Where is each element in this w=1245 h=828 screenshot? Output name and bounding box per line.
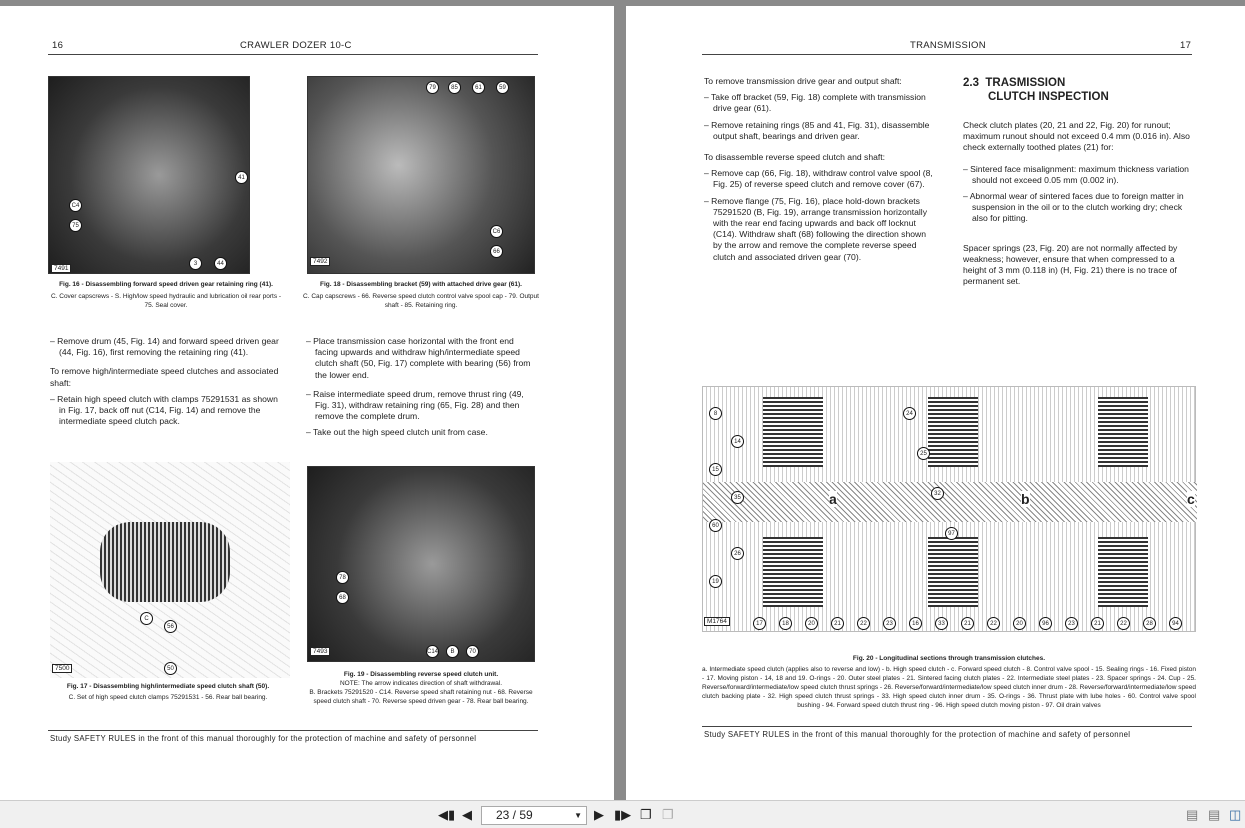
fig20-callout: 22: [987, 617, 1000, 630]
fig20-callout: 25: [917, 447, 930, 460]
fig20-callout: 60: [709, 519, 722, 532]
fit-width-icon[interactable]: ❐: [662, 807, 674, 822]
next-page-button[interactable]: ▶: [594, 807, 604, 822]
fig20-legend: a. Intermediate speed clutch (applies also to reverse and low) - b. High speed clutch - c. Forward speed clutch - 8. Control valve spool - 15. Sealing rings - 16. Fixed piston - 17. Moving piston - 14, 18 and 19. O-rings - 20. Outer steel plates - 21. Sintered facing clutch plates - 22. Intermediate steel plates - 23. Spacer springs - 24. Cup - 25. Reverse/forward/intermediate/low speed clutch thrust springs - 26. Reverse/forward/intermediate/low speed clutch inner drum - 28. Reverse/forward/intermediate/low speed clutch backing plate - 32. High speed clutch thrust springs - 33. High speed clutch inner drum - 35. O-rings - 36. Thrust plate with lube holes - 60. Control valve spool bushing - 94. Forward speed clutch thrust ring - 96. High speed clutch moving piston - 97. Oil drain valves: [702, 666, 1196, 709]
left-column-text: – Remove drum (45, Fig. 14) and forward speed driven gear (44, Fig. 16), first removing the retaining ring (41). To remove high/intermediate speed clutches and associated shaft: – Retain high speed clutch with clamps 75291531 as shown in Fig. 17, back off nut (C14, Fig. 14) and remove the intermediate speed clutch pack.: [50, 336, 279, 427]
fig20-callout: 21: [961, 617, 974, 630]
fig20-callout: 14: [731, 435, 744, 448]
fig18-legend: C. Cap capscrews - 66. Reverse speed clutch control valve spool cap - 79. Output shaft - 85. Retaining ring.: [303, 293, 539, 309]
fig20-callout: 18: [779, 617, 792, 630]
left-column-text: To remove transmission drive gear and output shaft: – Take off bracket (59, Fig. 18) complete with transmission drive gear (61). – Remove retaining rings (85 and 41, Fig. 31), disassemble output shaft, bearings and driven gear. To disassemble reverse speed clutch and shaft: – Remove cap (66, Fig. 18), withdraw control valve spool (8, Fig. 25) of reverse speed clutch and remove cover (67). – Remove flange (75, Fig. 16), place hold-down brackets 75291520 (B, Fig. 19), arrange transmission horizontally with the rear end facing upwards and back off locknut (C14). Withdraw shaft (68) following the direction shown by the arrow and remove the complete reverse speed clutch and associated driven gear (70).: [704, 76, 933, 262]
fig16-title: Fig. 16 - Disassembling forward speed driven gear retaining ring (41).: [59, 281, 273, 288]
fig18-title: Fig. 18 - Disassembling bracket (59) with attached drive gear (61).: [320, 281, 522, 288]
safety-footer: Study SAFETY RULES in the front of this manual thoroughly for the protection of machine and safety of personnel: [50, 734, 477, 743]
fig19-legend: B. Brackets 75291520 - C14. Reverse speed shaft retaining nut - 68. Reverse speed clutch shaft - 70. Reverse speed driven gear - 78. Rear ball bearing.: [309, 689, 533, 705]
fit-page-icon[interactable]: ❐: [640, 807, 652, 822]
fig20-diagram: a b c M1764 17 18 20 21 22 23 16 33 21 22 20 96 23 21 22 28 94 8 14 15 35 60 26 19 24 25 32 97: [702, 386, 1196, 632]
last-page-button[interactable]: ▮▶: [614, 807, 632, 822]
pdf-toolbar: [0, 800, 1245, 828]
previous-page-button[interactable]: ◀: [462, 807, 472, 822]
fig20-callout: 19: [709, 575, 722, 588]
fig16-legend: C. Cover capscrews - S. High/low speed hydraulic and lubrication oil rear ports - 75. Seal cover.: [50, 293, 282, 309]
two-page-view-icon[interactable]: ◫: [1229, 807, 1242, 822]
fig20-callout: 21: [1091, 617, 1104, 630]
fig20-callout: 22: [1117, 617, 1130, 630]
fig20-callout: 35: [731, 491, 744, 504]
fig20-callout: 32: [931, 487, 944, 500]
fig20-callout: 23: [883, 617, 896, 630]
fig16-photo: C4 75 41 3 44 7491: [48, 76, 250, 274]
fig20-callout: 22: [857, 617, 870, 630]
single-page-view-icon[interactable]: ▤: [1186, 807, 1199, 822]
left-page: [0, 6, 614, 800]
fig20-callout: 28: [1143, 617, 1156, 630]
first-page-button[interactable]: ◀▮: [438, 807, 456, 822]
fig19-note: NOTE: The arrow indicates direction of shaft withdrawal.: [339, 680, 503, 687]
fig20-callout: 97: [945, 527, 958, 540]
right-column: 2.3 TRASMISSION CLUTCH INSPECTION Check clutch plates (20, 21 and 22, Fig. 20) for runout; maximum runout should not exceed 0.4 mm (0.016 in). Also check externally toothed plates (21) for: – Sintered face misalignment: maximum thickness variation should not exceed 0.05 mm (0.002 in). – Abnormal wear of sintered faces due to foreign matter in suspension in the oil or to the clutch working dry; check also for pitting. Spacer springs (23, Fig. 20) are not normally affected by weakness; however, ensure that when compressed to a height of 3 mm (0.118 in) (H, Fig. 21) there is no trace of permanent set.: [963, 76, 1195, 292]
page-title: TRANSMISSION: [910, 40, 986, 51]
fig19-title: Fig. 19 - Disassembling reverse speed clutch unit.: [343, 671, 499, 678]
fig17-title: Fig. 17 - Disassembling high/intermediate speed clutch shaft (50).: [66, 683, 270, 690]
continuous-view-icon[interactable]: ▤: [1208, 807, 1221, 822]
fig20-callout: 94: [1169, 617, 1182, 630]
page-selector[interactable]: 23 / 59 ▼: [481, 806, 587, 825]
safety-footer: Study SAFETY RULES in the front of this manual thoroughly for the protection of machine and safety of personnel: [704, 730, 1131, 739]
fig17-legend: C. Set of high speed clutch clamps 75291531 - 56. Rear ball bearing.: [68, 694, 268, 701]
fig20-callout: 21: [831, 617, 844, 630]
fig20-callout: 24: [903, 407, 916, 420]
fig18-photo: 79 85 61 59 C6 66 7492: [307, 76, 535, 274]
right-page: [626, 6, 1245, 800]
fig20-callout: 26: [731, 547, 744, 560]
fig17-drawing: C 56 50 7500: [50, 462, 290, 678]
fig20-callout: 96: [1039, 617, 1052, 630]
fig20-callout: 23: [1065, 617, 1078, 630]
page-number: 16: [52, 40, 64, 51]
page-number: 17: [1180, 40, 1192, 51]
fig19-photo: 78 68 C14 B 70 7493: [307, 466, 535, 662]
fig20-callout: 20: [805, 617, 818, 630]
fig20-callout: 15: [709, 463, 722, 476]
fig20-title: Fig. 20 - Longitudinal sections through transmission clutches.: [852, 655, 1046, 662]
chevron-down-icon: ▼: [574, 811, 582, 820]
fig20-callout: 33: [935, 617, 948, 630]
fig20-callout: 17: [753, 617, 766, 630]
fig20-callout: 20: [1013, 617, 1026, 630]
fig20-callout: 16: [909, 617, 922, 630]
fig20-callout: 8: [709, 407, 722, 420]
section-heading: 2.3 TRASMISSION CLUTCH INSPECTION: [963, 77, 1109, 103]
page-title: CRAWLER DOZER 10-C: [240, 40, 352, 51]
right-column-text: – Place transmission case horizontal with the front end facing upwards and withdraw high/intermediate speed clutch shaft (50, Fig. 17) complete with bearing (56) from the lower end. – Raise intermediate speed drum, remove thrust ring (49, Fig. 31), withdraw retaining ring (65, Fig. 28) and then remove the complete drum. – Take out the high speed clutch unit from case.: [306, 336, 531, 438]
